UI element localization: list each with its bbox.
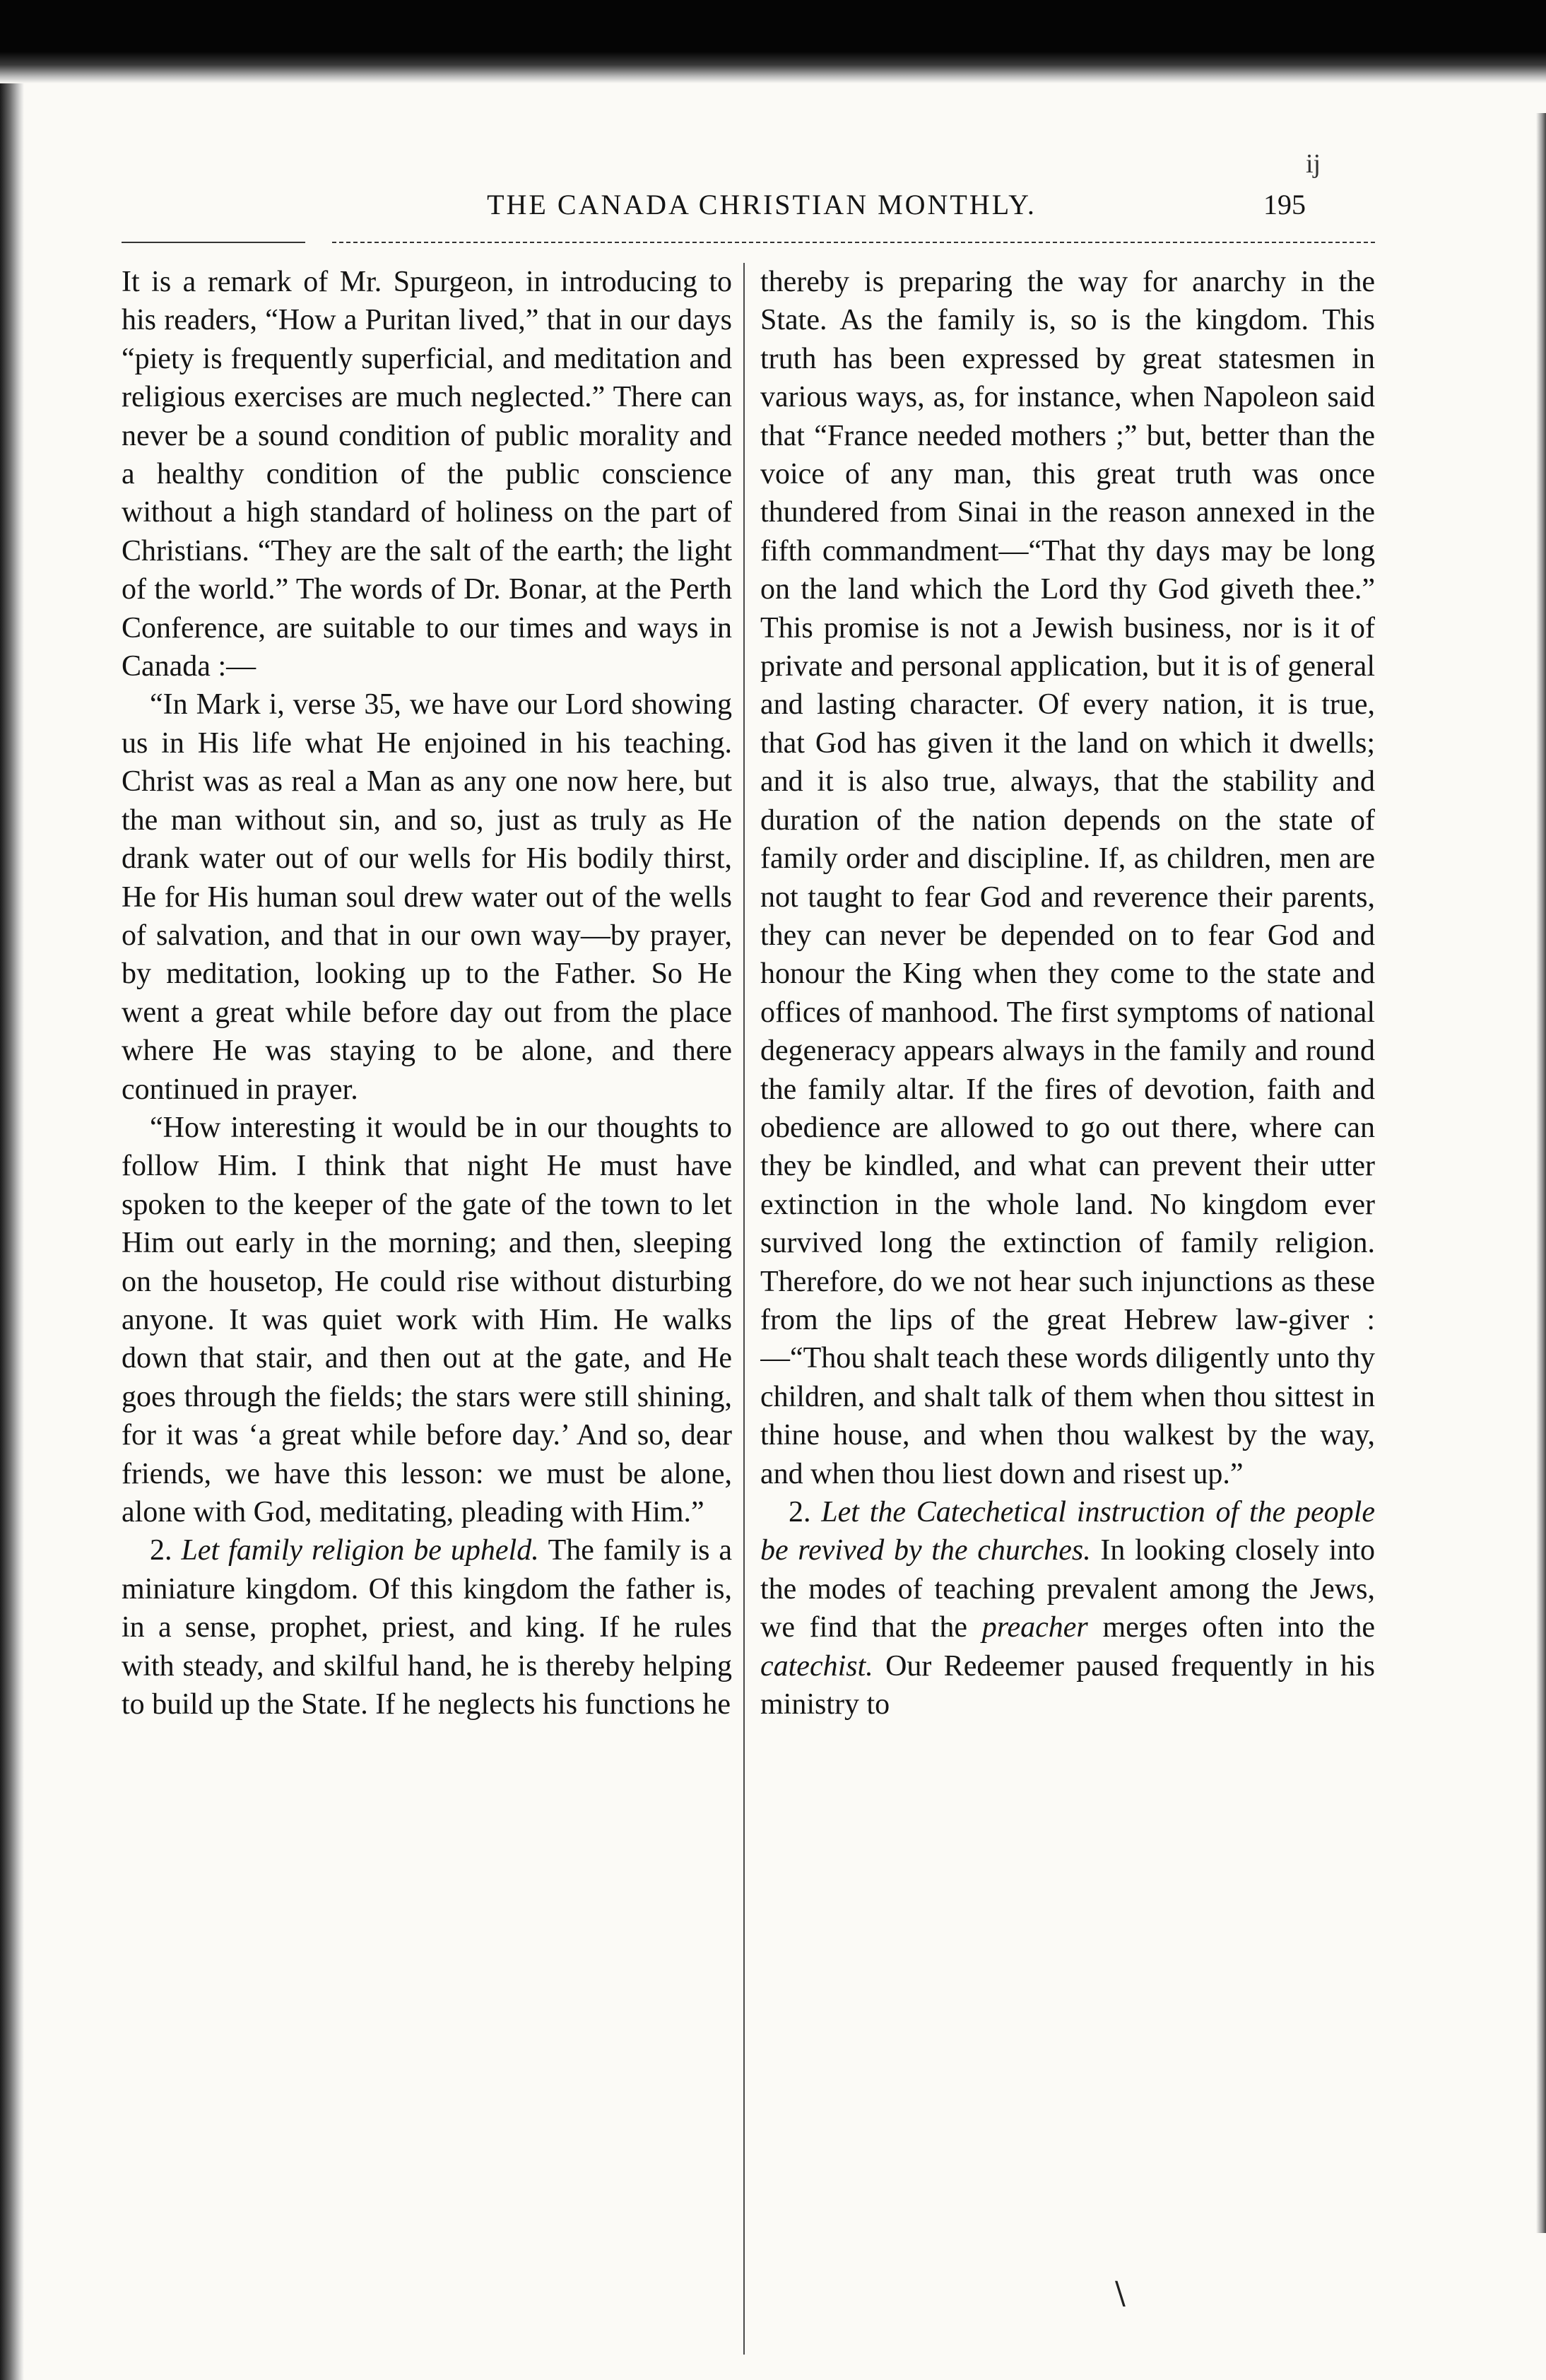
header-rule-left xyxy=(122,242,305,243)
right-paragraph-2 xyxy=(760,1493,1375,1724)
scan-left-edge xyxy=(0,83,24,2380)
left-paragraph-4 xyxy=(122,1531,732,1724)
page-number: 195 xyxy=(1263,189,1306,220)
right-paragraph-1: thereby is preparing the way for anarchy in the State. As the family is, so is the kingdom. This truth has been expressed by great statesmen in various ways, as, for instance, when Napoleon said that “France needed mothers ;” but, better than the voice of any man, this great truth was once thundered from Sinai in the reason annexed in the fifth commandment—“That thy days may be long on the land which the Lord thy God giveth thee.” This promise is not a Jewish business, nor is it of private and personal application, but it is of general and lasting character. Of every nation, it is true, that God has given it the land on which it dwells; and it is also true, always, that the stability and duration of the nation depends on the state of family order and discipline. If, as children, men are not taught to fear God and reverence their parents, they can never be depended on to fear God and honour the King when they come to the state and offices of manhood. The first symptoms of national degeneracy appears always in the family and round the family altar. If the fires of devotion, faith and obedience are allowed to go out there, where can they be kindled, and what can prevent their utter extinction in the whole land. No kingdom ever survived long the extinction of family religion. Therefore, do we not hear such injunctions as these from the lips of the great Hebrew law-giver :—“Thou shalt teach these words diligently unto thy children, and shalt talk of them when thou sittest in thine house, and when thou walkest by the way, and when thou liest down and risest up.” xyxy=(760,266,1375,1490)
column-divider xyxy=(743,263,745,2355)
corner-mark: ij xyxy=(1306,149,1321,179)
section-text: The family is a miniature kingdom. Of this kingdom the father is, in a sense, prophet, priest, and king. If he rules with steady, and skilful hand, he is thereby helping to build up the State. If he neglects his functions he xyxy=(122,1534,732,1721)
right-column xyxy=(760,263,1375,2355)
emphasis-word: catechist. xyxy=(760,1649,886,1683)
left-column xyxy=(122,263,732,2355)
left-paragraph-1: It is a remark of Mr. Spurgeon, in introducing to his readers, “How a Puritan lived,” that in our days “piety is frequently superficial, and meditation and religious exercises are much neglected.” There can never be a sound condition of public morality and a healthy condition of the public conscience without a high standard of holiness on the part of Christians. “They are the salt of the earth; the light of the world.” The words of Dr. Bonar, at the Perth Conference, are suitable to our times and ways in Canada :— xyxy=(122,266,732,683)
section-text: merges often into the xyxy=(1102,1611,1375,1644)
section-number: 2. xyxy=(789,1496,822,1528)
section-number: 2. xyxy=(150,1534,182,1567)
stray-ink-mark: \ xyxy=(1115,2275,1126,2311)
left-paragraph-2: “In Mark i, verse 35, we have our Lord showing us in His life what He enjoined in his teaching. Christ was as real a Man as any one now here, but the man without sin, and so, just as truly as He drank water out of our wells for His bodily thirst, He for His human soul drew water out of the wells of salvation, and that in our own way—by prayer, by meditation, looking up to the Father. So He went a great while before day out from the place where He was staying to be alone, and there continued in prayer. xyxy=(122,688,732,1106)
scan-right-edge xyxy=(1536,113,1546,2233)
left-paragraph-3: “How interesting it would be in our thoughts to follow Him. I think that night He must have spoken to the keeper of the gate of the town to let Him out early in the morning; and then, sleeping on the housetop, He could rise without disturbing anyone. It was quiet work with Him. He walks down that stair, and then out at the gate, and He goes through the fields; the stars were still shining, for it was ‘a great while before day.’ And so, dear friends, we have this lesson: we must be alone, alone with God, meditating, pleading with Him.” xyxy=(122,1111,732,1528)
section-text: Our Redeemer paused frequently in his ministry to xyxy=(760,1649,1375,1721)
scan-top-border xyxy=(0,0,1546,83)
section-text: In looking closely into the modes of teaching prevalent among the Jews, we find that the xyxy=(760,1534,1375,1644)
emphasis-word: preacher xyxy=(981,1611,1103,1644)
section-heading: Let the Catechetical instruction of the people be revived by the churches. xyxy=(760,1496,1375,1567)
header-rule-right xyxy=(332,242,1375,243)
section-heading: Let family religion be upheld. xyxy=(181,1534,548,1567)
running-title: THE CANADA CHRISTIAN MONTHLY. xyxy=(487,189,1037,220)
